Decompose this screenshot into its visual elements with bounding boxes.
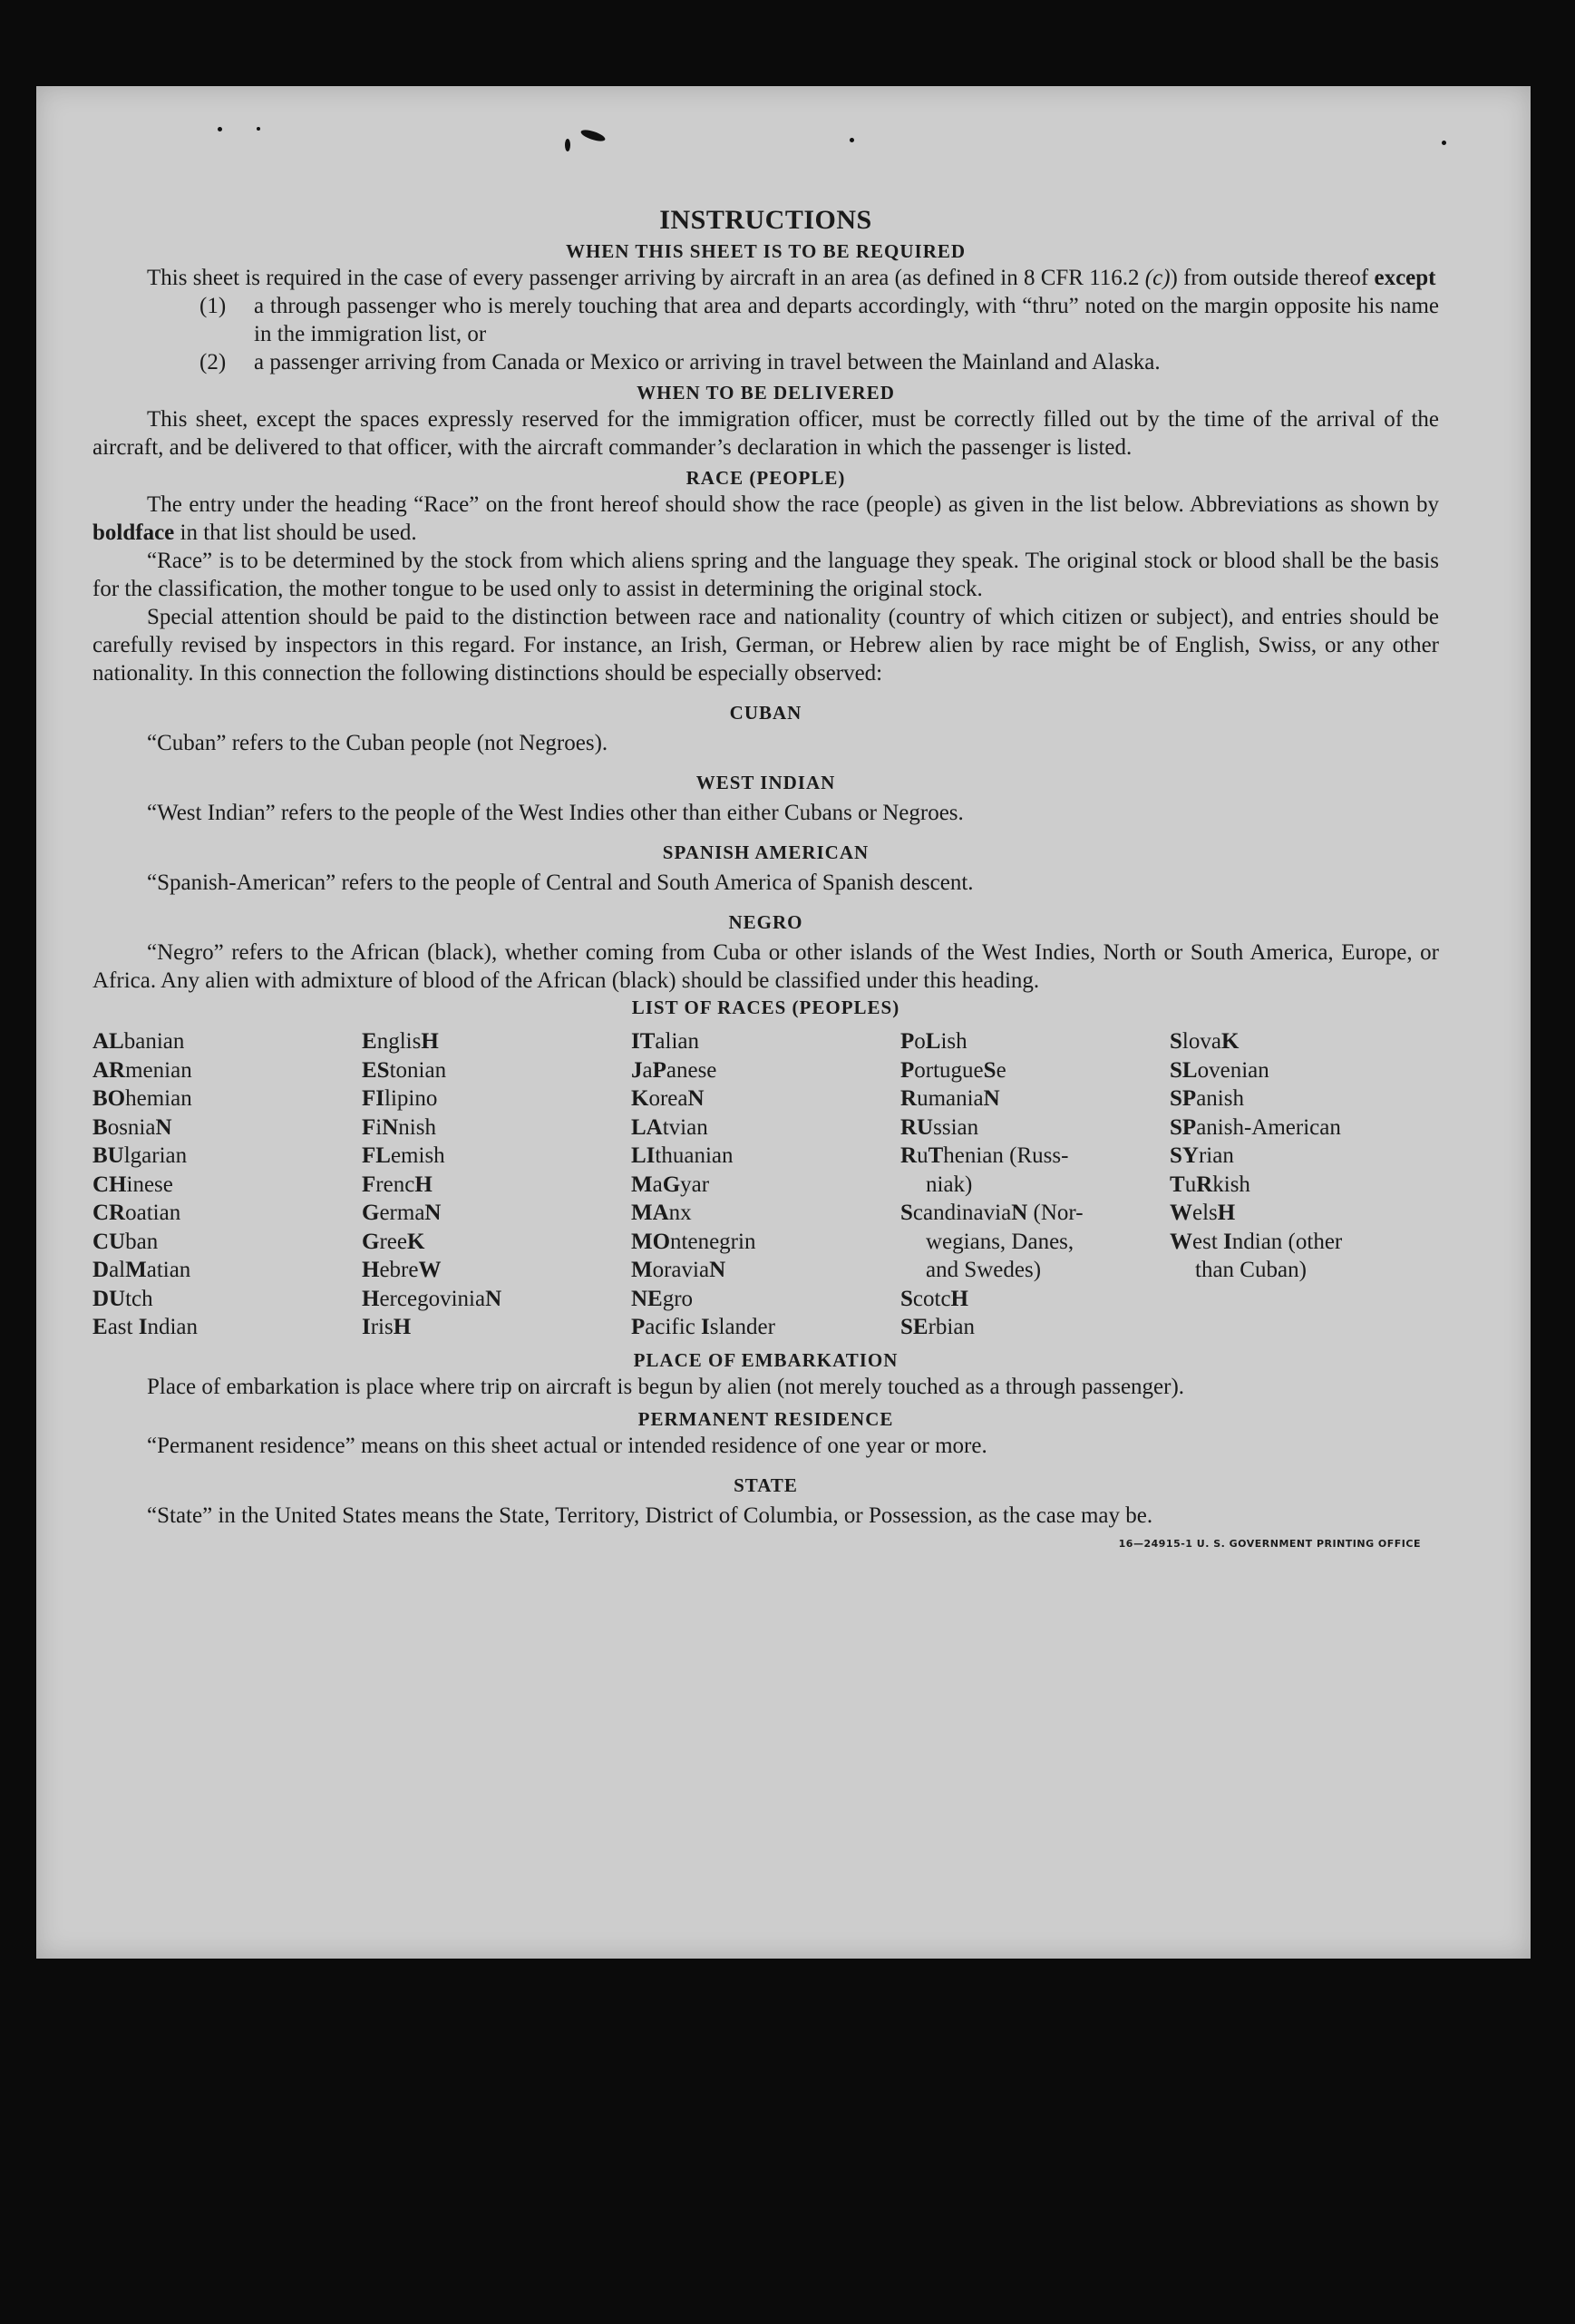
race-abbrev: T xyxy=(1170,1172,1185,1197)
document-sheet xyxy=(36,86,1531,1959)
race-abbrev: CR xyxy=(92,1201,126,1225)
instructions-content xyxy=(92,204,1439,1558)
race-text: ree xyxy=(379,1229,407,1254)
race-abbrev: S xyxy=(900,1201,913,1225)
paragraph-race-1 xyxy=(92,491,1439,547)
ink-dot xyxy=(1442,141,1446,145)
paragraph-when-required xyxy=(92,264,1439,292)
race-abbrev: H xyxy=(362,1258,380,1282)
paragraph-when-delivered: This sheet, except the spaces expressly reserved for the immigration officer, must be correctly filled out by the time of the arrival of the aircraft, and be delivered to that officer, with the aircraft commander’s declaration in which the passenger is listed. xyxy=(92,407,1439,460)
race-abbrev: SP xyxy=(1170,1114,1197,1140)
text-fragment: in that list should be used. xyxy=(174,520,417,545)
race-text: ast xyxy=(107,1315,139,1339)
race-abbrev: G xyxy=(362,1229,380,1254)
race-text: menian xyxy=(125,1057,192,1083)
race-text: thuanian xyxy=(655,1143,734,1168)
paragraph-race-2: “Race” is to be determined by the stock from which aliens spring and the language they speak. The original stock or blood shall be the basis for the classification, the mother tongue to be used only to assist in determining the original stock. xyxy=(92,549,1439,601)
race-abbrev: E xyxy=(92,1315,108,1339)
race-entry xyxy=(92,1171,362,1200)
race-text: candinavia xyxy=(912,1201,1012,1225)
race-entry xyxy=(92,1228,362,1257)
heading-list-of-races: LIST OF RACES (PEOPLES) xyxy=(631,997,900,1018)
race-entry xyxy=(362,1313,631,1342)
printing-office-note: 16—24915-1 U. S. GOVERNMENT PRINTING OFFICE xyxy=(1118,1537,1421,1550)
race-abbrev: CH xyxy=(92,1172,127,1197)
race-abbrev: RU xyxy=(900,1114,934,1140)
race-entry xyxy=(900,1027,1170,1056)
race-abbrev: P xyxy=(631,1315,646,1339)
race-entry xyxy=(631,1113,900,1143)
race-abbrev: D xyxy=(92,1258,110,1282)
race-text: ssian xyxy=(933,1114,979,1140)
race-abbrev: ES xyxy=(362,1057,390,1083)
race-text: els xyxy=(1192,1201,1218,1225)
heading-when-required: WHEN THIS SHEET IS TO BE REQUIRED xyxy=(565,240,967,262)
race-abbrev: MO xyxy=(631,1229,671,1254)
race-abbrev: I xyxy=(138,1315,148,1339)
list-text: a passenger arriving from Canada or Mexico or arriving in travel between the Mainland and Alaska. xyxy=(254,350,1161,374)
race-entry xyxy=(362,1142,631,1171)
paragraph-negro: “Negro” refers to the African (black), whether coming from Cuba or other islands of the West Indies, North or South America, Europe, or Africa. Any alien with admixture of blood of the African (black) should be classified under this heading. xyxy=(92,940,1439,993)
race-text: umania xyxy=(917,1086,984,1111)
race-text: ris xyxy=(370,1315,394,1339)
race-text: tvian xyxy=(662,1114,708,1140)
race-entry xyxy=(900,1056,1170,1085)
race-entry xyxy=(92,1084,362,1113)
text-fragment-bold: except xyxy=(1374,266,1436,290)
race-entry xyxy=(1170,1027,1439,1056)
ink-dot xyxy=(850,138,854,142)
races-column xyxy=(362,1027,631,1342)
race-abbrev: H xyxy=(362,1286,380,1311)
race-entry xyxy=(92,1142,362,1171)
race-text: i xyxy=(375,1114,383,1140)
heading-negro: NEGRO xyxy=(728,911,803,933)
race-abbrev: N xyxy=(709,1258,726,1282)
race-abbrev: K xyxy=(406,1229,425,1254)
race-abbrev: LI xyxy=(631,1143,656,1168)
ink-mark xyxy=(565,139,570,151)
race-abbrev: N xyxy=(485,1286,502,1311)
ink-dot xyxy=(257,127,260,131)
race-entry xyxy=(631,1027,900,1056)
race-entry xyxy=(631,1256,900,1285)
text-fragment-bold: boldface xyxy=(92,520,175,545)
race-abbrev: H xyxy=(950,1286,968,1311)
race-text: lgarian xyxy=(123,1143,188,1168)
race-entry xyxy=(1170,1113,1439,1143)
race-text: a xyxy=(652,1172,663,1197)
race-entry xyxy=(631,1056,900,1085)
race-text: yar xyxy=(680,1172,710,1197)
race-text: e xyxy=(996,1057,1006,1083)
race-abbrev: N xyxy=(155,1114,172,1140)
text-fragment: This sheet is required in the case of every passenger arriving by aircraft in an area (as defined in 8 CFR 116.2 xyxy=(147,266,1145,290)
race-text: ercegovinia xyxy=(379,1286,486,1311)
races-column xyxy=(1170,1027,1439,1342)
footer-line xyxy=(92,1530,1439,1558)
race-abbrev: H xyxy=(393,1315,412,1339)
paragraph-race-3: Special attention should be paid to the distinction between race and nationality (country of which citizen or subject), and entries should be carefully revised by inspectors in this regard. For instance, an Irish, German, or Hebrew alien by race might be of English, Swiss, or any other nationality. In this connection the following distinctions should be especially observed: xyxy=(92,605,1439,686)
race-text: cotc xyxy=(912,1286,951,1311)
race-entry: than Cuban) xyxy=(1195,1258,1307,1282)
race-text: anish-American xyxy=(1196,1114,1341,1140)
race-text: anese xyxy=(666,1057,717,1083)
race-abbrev: G xyxy=(662,1172,681,1197)
race-abbrev: H xyxy=(1217,1201,1236,1225)
race-text: lova xyxy=(1181,1029,1221,1054)
race-entry xyxy=(362,1027,631,1056)
race-abbrev: W xyxy=(418,1258,442,1282)
heading-spanish-american: SPANISH AMERICAN xyxy=(662,841,870,863)
race-text: erma xyxy=(379,1201,425,1225)
race-text: oatian xyxy=(125,1201,181,1225)
race-abbrev: R xyxy=(1196,1172,1213,1197)
list-item xyxy=(92,348,1439,376)
race-text: alian xyxy=(655,1029,699,1054)
race-abbrev: J xyxy=(631,1057,643,1083)
race-abbrev: SL xyxy=(1170,1057,1198,1083)
race-entry xyxy=(1170,1199,1439,1228)
race-abbrev: DU xyxy=(92,1286,126,1311)
race-abbrev: B xyxy=(92,1114,108,1140)
race-entry xyxy=(631,1228,900,1257)
race-abbrev: S xyxy=(1170,1029,1182,1054)
race-abbrev: M xyxy=(125,1258,147,1282)
race-abbrev: N xyxy=(382,1114,399,1140)
race-abbrev: P xyxy=(900,1029,915,1054)
paragraph-permanent-residence: “Permanent residence” means on this sheet actual or intended residence of one year or more. xyxy=(147,1433,987,1458)
race-entry xyxy=(362,1171,631,1200)
race-abbrev: H xyxy=(414,1172,433,1197)
race-text: ban xyxy=(125,1229,159,1254)
race-entry xyxy=(362,1084,631,1113)
race-text: (Nor- xyxy=(1027,1201,1084,1225)
race-text: lipino xyxy=(384,1086,438,1111)
race-entry xyxy=(631,1313,900,1342)
race-abbrev: FL xyxy=(362,1143,391,1168)
ink-blot xyxy=(579,128,606,143)
race-text: gro xyxy=(662,1286,694,1311)
race-text: ovenian xyxy=(1197,1057,1269,1083)
race-entry xyxy=(900,1084,1170,1113)
races-column xyxy=(631,1027,900,1342)
heading-when-delivered: WHEN TO BE DELIVERED xyxy=(637,382,895,404)
heading-race: RACE (PEOPLE) xyxy=(685,467,846,489)
page-title: INSTRUCTIONS xyxy=(659,205,872,235)
heading-west-indian: WEST INDIAN xyxy=(695,772,836,793)
race-entry xyxy=(92,1256,362,1285)
race-text: acific xyxy=(645,1315,702,1339)
race-entry xyxy=(900,1113,1170,1143)
race-abbrev: S xyxy=(900,1286,913,1311)
paragraph-west-indian: “West Indian” refers to the people of the West Indies other than either Cubans or Negroes. xyxy=(147,801,964,825)
race-text: al xyxy=(109,1258,126,1282)
race-text: inese xyxy=(126,1172,173,1197)
race-entry xyxy=(631,1084,900,1113)
race-abbrev: I xyxy=(701,1315,710,1339)
race-text: emish xyxy=(390,1143,445,1168)
race-entry xyxy=(92,1199,362,1228)
race-text: kish xyxy=(1212,1172,1250,1197)
race-text: est xyxy=(1192,1229,1224,1254)
races-column xyxy=(900,1027,1170,1342)
race-entry xyxy=(631,1171,900,1200)
race-entry xyxy=(92,1113,362,1143)
race-entry xyxy=(1170,1084,1439,1113)
list-number: (1) xyxy=(199,294,227,318)
race-entry xyxy=(1170,1056,1439,1085)
race-text: renc xyxy=(375,1172,415,1197)
heading-embarkation: PLACE OF EMBARKATION xyxy=(633,1348,899,1371)
paragraph-state: “State” in the United States means the State, Territory, District of Columbia, or Possession, as the case may be. xyxy=(147,1502,1153,1528)
race-entry: and Swedes) xyxy=(926,1258,1042,1282)
race-text: ntenegrin xyxy=(670,1229,756,1254)
race-abbrev: I xyxy=(362,1315,371,1339)
race-entry xyxy=(900,1285,1170,1314)
ink-dot xyxy=(218,127,222,131)
race-text: o xyxy=(914,1029,926,1054)
race-abbrev: E xyxy=(362,1029,377,1054)
race-entry xyxy=(92,1056,362,1085)
race-text: ish xyxy=(940,1029,967,1054)
race-text: ndian (other xyxy=(1231,1229,1343,1254)
race-entry xyxy=(900,1199,1170,1228)
paragraph-cuban: “Cuban” refers to the Cuban people (not Negroes). xyxy=(147,731,608,755)
race-text: oravia xyxy=(652,1258,710,1282)
race-text: nish xyxy=(398,1114,436,1140)
race-abbrev: BO xyxy=(92,1086,126,1111)
race-text: osnia xyxy=(107,1114,156,1140)
race-abbrev: AL xyxy=(92,1029,124,1054)
race-text: hemian xyxy=(125,1086,192,1111)
race-abbrev: BU xyxy=(92,1143,124,1168)
race-text: rbian xyxy=(928,1315,975,1339)
paragraph-spanish-american: “Spanish-American” refers to the people of Central and South America of Spanish descent. xyxy=(147,870,974,895)
race-abbrev: N xyxy=(1011,1201,1028,1225)
race-text: u xyxy=(1184,1172,1197,1197)
race-abbrev: T xyxy=(928,1143,944,1168)
race-abbrev: H xyxy=(421,1029,439,1054)
race-abbrev: K xyxy=(1220,1029,1240,1054)
text-fragment: ) from outside thereof xyxy=(1170,266,1375,290)
race-text: henian (Russ- xyxy=(943,1143,1069,1168)
race-entry xyxy=(362,1285,631,1314)
list-number: (2) xyxy=(199,350,227,374)
race-abbrev: P xyxy=(652,1057,666,1083)
race-entry xyxy=(631,1142,900,1171)
race-abbrev: IT xyxy=(631,1029,656,1054)
race-entry xyxy=(900,1142,1170,1171)
race-entry xyxy=(1170,1228,1439,1257)
race-text: a xyxy=(642,1057,653,1083)
races-column xyxy=(92,1027,362,1342)
race-text: tonian xyxy=(389,1057,447,1083)
race-abbrev: LA xyxy=(631,1114,663,1140)
race-abbrev: W xyxy=(1170,1229,1192,1254)
races-list xyxy=(92,1027,1439,1342)
race-abbrev: CU xyxy=(92,1229,126,1254)
race-entry xyxy=(900,1313,1170,1342)
race-text: rian xyxy=(1198,1143,1234,1168)
race-text: banian xyxy=(123,1029,185,1054)
race-abbrev: R xyxy=(900,1143,918,1168)
race-entry xyxy=(92,1313,362,1342)
race-abbrev: N xyxy=(424,1201,442,1225)
race-abbrev: S xyxy=(983,1057,997,1083)
race-entry xyxy=(362,1256,631,1285)
race-abbrev: MA xyxy=(631,1201,669,1225)
race-text: u xyxy=(917,1143,928,1168)
race-entry xyxy=(92,1285,362,1314)
race-abbrev: SE xyxy=(900,1315,928,1339)
race-text: orea xyxy=(648,1086,688,1111)
race-abbrev: W xyxy=(1170,1201,1192,1225)
race-entry: wegians, Danes, xyxy=(926,1229,1074,1254)
race-entry xyxy=(631,1199,900,1228)
race-entry xyxy=(92,1027,362,1056)
race-text: nx xyxy=(668,1201,692,1225)
race-abbrev: I xyxy=(1223,1229,1232,1254)
race-abbrev: N xyxy=(687,1086,705,1111)
race-text: ebre xyxy=(379,1258,419,1282)
paragraph-embarkation: Place of embarkation is place where trip on aircraft is begun by alien (not merely touched as a through passenger). xyxy=(147,1374,1185,1399)
race-abbrev: M xyxy=(631,1172,653,1197)
list-item xyxy=(92,292,1439,348)
race-abbrev: SY xyxy=(1170,1143,1199,1168)
heading-state: STATE xyxy=(734,1473,798,1496)
text-fragment: The entry under the heading “Race” on the front hereof should show the race (people) as given in the list below. Abbreviations as shown by xyxy=(147,492,1439,517)
race-abbrev: P xyxy=(900,1057,915,1083)
race-abbrev: NE xyxy=(631,1286,663,1311)
race-abbrev: N xyxy=(983,1086,1000,1111)
race-entry xyxy=(362,1199,631,1228)
race-entry xyxy=(631,1285,900,1314)
heading-permanent-residence: PERMANENT RESIDENCE xyxy=(637,1407,894,1430)
race-abbrev: K xyxy=(631,1086,649,1111)
race-abbrev: AR xyxy=(92,1057,126,1083)
race-abbrev: FI xyxy=(362,1086,384,1111)
race-abbrev: R xyxy=(900,1086,918,1111)
list-text: a through passenger who is merely touching that area and departs accordingly, with “thru” noted on the margin opposite his name in the immigration list, or xyxy=(254,294,1439,346)
race-entry xyxy=(362,1113,631,1143)
race-abbrev: SP xyxy=(1170,1086,1197,1111)
race-text: nglis xyxy=(376,1029,422,1054)
race-text: atian xyxy=(146,1258,191,1282)
race-text: ndian xyxy=(147,1315,198,1339)
race-entry xyxy=(1170,1142,1439,1171)
race-text: anish xyxy=(1196,1086,1244,1111)
race-text: ortugue xyxy=(914,1057,984,1083)
race-abbrev: F xyxy=(362,1172,376,1197)
race-entry xyxy=(1170,1171,1439,1200)
heading-cuban: CUBAN xyxy=(729,702,802,724)
race-text: tch xyxy=(125,1286,153,1311)
race-entry xyxy=(362,1228,631,1257)
race-abbrev: F xyxy=(362,1114,376,1140)
race-text: slander xyxy=(709,1315,775,1339)
race-entry xyxy=(362,1056,631,1085)
race-abbrev: M xyxy=(631,1258,653,1282)
text-fragment-italic: (c) xyxy=(1144,266,1171,290)
race-entry: niak) xyxy=(926,1172,973,1197)
race-abbrev: L xyxy=(925,1029,941,1054)
race-abbrev: G xyxy=(362,1201,380,1225)
